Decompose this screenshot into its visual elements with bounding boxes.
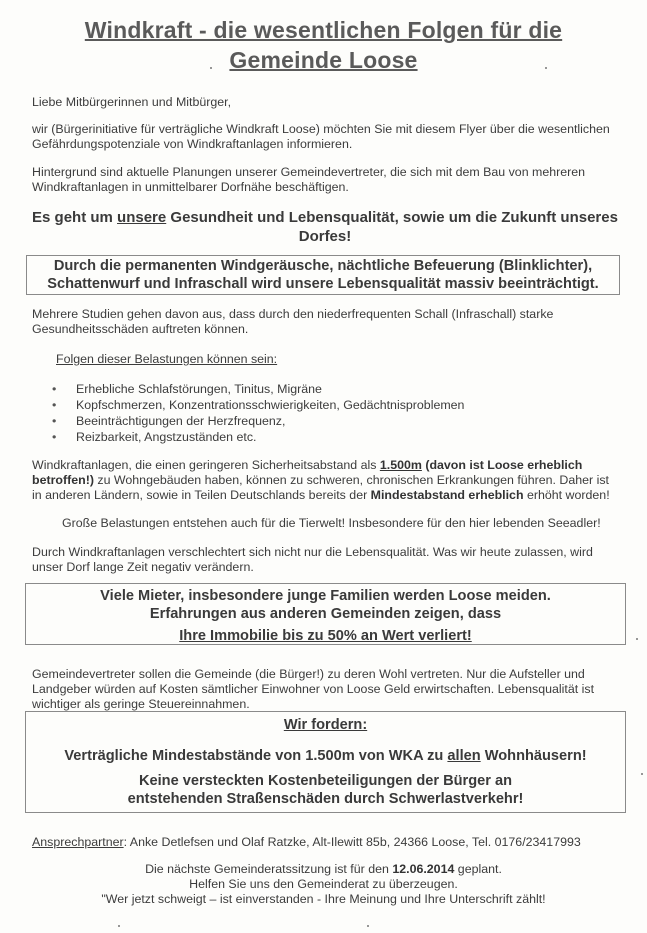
scan-speck — [545, 67, 547, 69]
property-loss-statement: Ihre Immobilie bis zu 50% an Wert verliert! — [179, 628, 472, 644]
scan-speck — [118, 925, 120, 927]
list-item: • Erhebliche Schlafstörungen, Tinitus, Migräne — [44, 381, 464, 397]
page-title-line1: Windkraft - die wesentlichen Folgen für die — [84, 17, 563, 43]
list-item: • Beeinträchtigungen der Herzfrequenz, — [44, 413, 464, 429]
demands-box — [25, 711, 626, 813]
contact-line: Ansprechpartner: Anke Detlefsen und Olaf Ratzke, Alt-Ilewitt 85b, 24366 Loose, Tel. 0176/23417993 — [32, 835, 581, 849]
intro-paragraph: wir (Bürgerinitiative für verträgliche Windkraft Loose) möchten Sie mit diesem Flyer über die wesentlichen Gefährdungspotenziale von Windkraftanlagen informieren. — [32, 122, 610, 151]
appeal-line: Helfen Sie uns den Gemeinderat zu überzeugen. — [189, 877, 458, 891]
greeting: Liebe Mitbürgerinnen und Mitbürger, — [32, 95, 232, 109]
noise-warning-box: Durch die permanenten Windgeräusche, nächtliche Befeuerung (Blinklichter), Schattenwurf und Infraschall wird unsere Lebensqualität massiv beeinträchtigt. — [26, 255, 620, 295]
council-paragraph: Gemeindevertreter sollen die Gemeinde (die Bürger!) zu deren Wohl vertreten. Nur die Aufsteller und Landgeber würden auf Kosten sämtlicher Einwohner von Loose Geld erwirtschaften. Lebensqualität ist wichtiger als geringe Steuereinnahmen. — [32, 667, 595, 711]
page-title-line2: Gemeinde Loose — [229, 47, 418, 73]
scan-speck — [641, 773, 643, 775]
consequences-list — [44, 381, 464, 445]
village-paragraph: Durch Windkraftanlagen verschlechtert sich nicht nur die Lebensqualität. Was wir heute zulassen, wird unser Dorf lange Zeit negativ verändern. — [32, 545, 593, 574]
demand-costs: Keine versteckten Kostenbeteiligungen der Bürger an entstehenden Straßenschäden durch Schwerlastverkehr! — [127, 773, 524, 807]
contact-label: Ansprechpartner — [32, 835, 124, 849]
headline: Es geht um unsere Gesundheit und Lebensqualität, sowie um die Zukunft unseres Dorfes! — [32, 209, 618, 245]
consequences-heading: Folgen dieser Belastungen können sein: — [56, 352, 278, 366]
meeting-line: Die nächste Gemeinderatssitzung ist für den 12.06.2014 geplant. — [145, 862, 502, 876]
property-value-box: Viele Mieter, insbesondere junge Familien werden Loose meiden. Erfahrungen aus anderen Gemeinden zeigen, dass Ihre Immobilie bis zu 50% an Wert verliert! — [25, 583, 626, 645]
scan-speck — [210, 67, 212, 69]
slogan-line: "Wer jetzt schweigt – ist einverstanden - Ihre Meinung und Ihre Unterschrift zählt! — [101, 892, 546, 906]
scan-speck — [636, 638, 638, 640]
list-item: • Reizbarkeit, Angstzuständen etc. — [44, 429, 464, 445]
headline-emphasis: unsere — [117, 209, 167, 226]
background-paragraph: Hintergrund sind aktuelle Planungen unserer Gemeindevertreter, die sich mit dem Bau von mehreren Windkraftanlagen in unmittelbarer Dorfnähe beschäftigen. — [32, 165, 586, 194]
meeting-date: 12.06.2014 — [392, 862, 455, 876]
scan-speck — [367, 925, 369, 927]
list-item: • Kopfschmerzen, Konzentrationsschwierigkeiten, Gedächtnisproblemen — [44, 397, 464, 413]
demand-distance: Verträgliche Mindestabstände von 1.500m von WKA zu allen Wohnhäusern! — [64, 748, 587, 764]
demands-heading: Wir fordern: — [283, 717, 368, 733]
distance-paragraph: Windkraftanlagen, die einen geringeren Sicherheitsabstand als 1.500m (davon ist Loose erheblich betroffen!) zu Wohngebäuden haben, können zu schweren, chronischen Erkrankungen führen. Daher ist in anderen Ländern, sowie in Teilen Deutschlands bereits der Mindestabstand erheblich erhöht worden! — [32, 458, 610, 502]
distance-value: 1.500m — [379, 458, 422, 472]
wildlife-paragraph: Große Belastungen entstehen auch für die Tierwelt! Insbesondere für den hier lebenden Seeadler! — [62, 516, 601, 530]
studies-paragraph: Mehrere Studien gehen davon aus, dass durch den niederfrequenten Schall (Infraschall) starke Gesundheitsschäden auftreten können. — [32, 307, 554, 336]
